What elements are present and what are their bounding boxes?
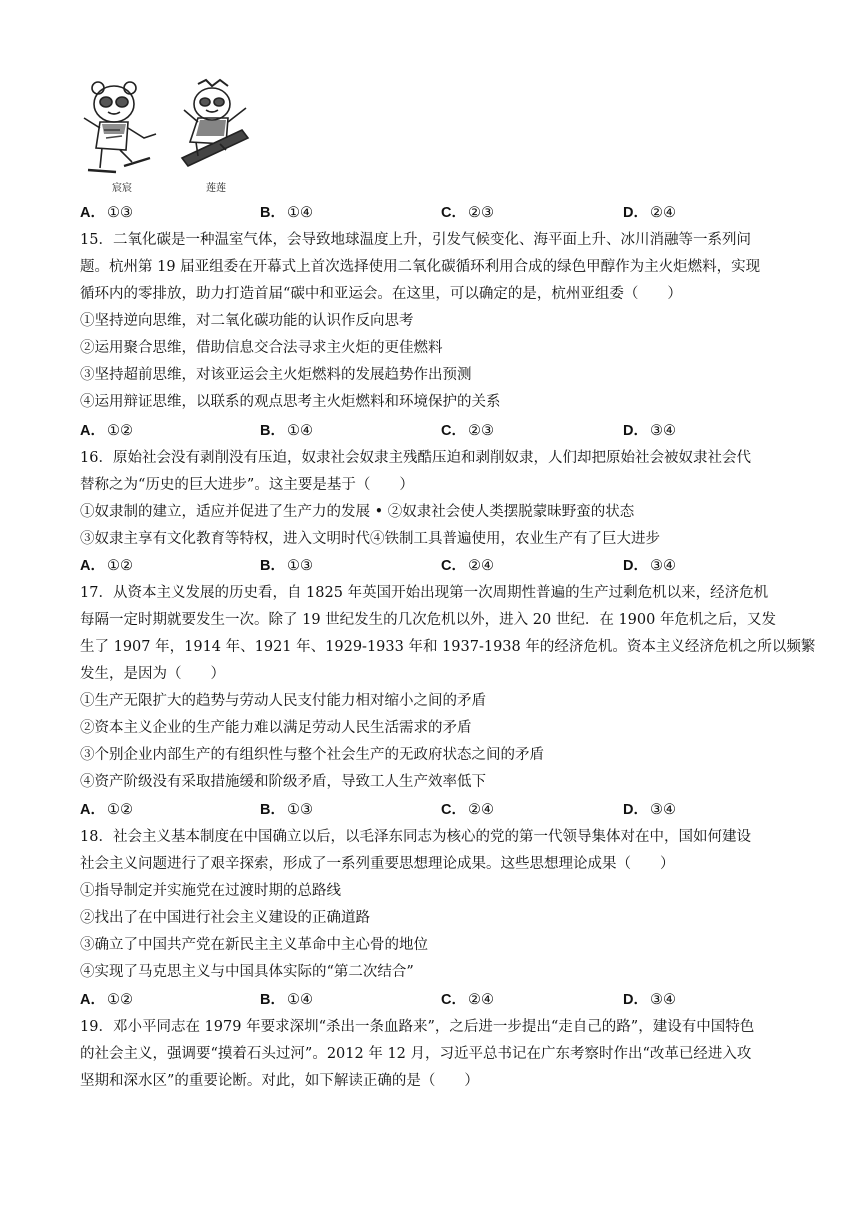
q14-options (80, 203, 780, 223)
statement-item: ③奴隶主享有文化教育等特权，进入文明时代④铁制工具普遍使用，农业生产有了巨大进步 (80, 531, 660, 547)
option-d (623, 990, 676, 1010)
option-c (441, 421, 494, 441)
option-d (623, 421, 676, 441)
statement-item: ①奴隶制的建立，适应并促进了生产力的发展 • ②奴隶社会使人类摆脱蒙昧野蛮的状态 (80, 504, 635, 520)
question-stem: 18．社会主义基本制度在中国确立以后，以毛泽东同志为核心的党的第一代领导集体对在中，国如何建设 (80, 829, 751, 845)
question-stem: 社会主义问题进行了艰辛探索，形成了一系列重要思想理论成果。这些思想理论成果（ ） (80, 856, 675, 872)
mascot-snowboarder-icon (176, 78, 260, 194)
statement-item: ①坚持逆向思维，对二氧化碳功能的认识作反向思考 (80, 313, 414, 329)
question-stem: 发生，是因为（ ） (80, 666, 225, 682)
option-value: ②④ (649, 205, 676, 221)
mascot-skier-icon (80, 78, 164, 194)
option-key: A． (80, 558, 105, 574)
option-value: ②③ (467, 423, 494, 439)
option-key: B． (260, 205, 285, 221)
option-key: D． (623, 558, 648, 574)
option-key: C． (441, 558, 466, 574)
q16-options (80, 556, 780, 576)
question-stem: 替称之为“历史的巨大进步”。这主要是基于（ ） (80, 477, 414, 493)
option-c (441, 800, 494, 820)
option-value: ①② (106, 802, 133, 818)
option-value: ①④ (286, 992, 313, 1008)
option-value: ①③ (286, 802, 313, 818)
option-value: ③④ (649, 558, 676, 574)
statement-item: ②资本主义企业的生产能力难以满足劳动人民生活需求的矛盾 (80, 720, 472, 736)
option-b (260, 556, 313, 576)
q18-options (80, 990, 780, 1010)
question-stem: 循环内的零排放，助力打造首届“碳中和亚运会。在这里，可以确定的是，杭州亚组委（ ） (80, 286, 682, 302)
option-value: ②④ (467, 802, 494, 818)
option-d (623, 203, 676, 223)
option-key: D． (623, 423, 648, 439)
mascot-illustrations (80, 78, 260, 194)
option-key: A． (80, 992, 105, 1008)
option-a (80, 800, 133, 820)
option-key: A． (80, 802, 105, 818)
question-stem: 15．二氧化碳是一种温室气体，会导致地球温度上升，引发气候变化、海平面上升、冰川消融等一系列问 (80, 232, 751, 248)
option-key: C． (441, 205, 466, 221)
statement-item: ③个别企业内部生产的有组织性与整个社会生产的无政府状态之间的矛盾 (80, 747, 544, 763)
statement-item: ①指导制定并实施党在过渡时期的总路线 (80, 883, 341, 899)
option-key: C． (441, 992, 466, 1008)
option-key: D． (623, 802, 648, 818)
option-key: B． (260, 558, 285, 574)
question-stem: 19．邓小平同志在 1979 年要求深圳“杀出一条血路来”，之后进一步提出“走自己的路”，建设有中国特色 (80, 1019, 755, 1035)
option-c (441, 556, 494, 576)
statement-item: ④实现了马克思主义与中国具体实际的“第二次结合” (80, 964, 414, 980)
option-a (80, 421, 133, 441)
option-key: D． (623, 992, 648, 1008)
option-c (441, 990, 494, 1010)
option-value: ①③ (106, 205, 133, 221)
option-key: B． (260, 423, 285, 439)
option-value: ①④ (286, 205, 313, 221)
option-value: ②④ (467, 992, 494, 1008)
option-a (80, 556, 133, 576)
statement-item: ③坚持超前思维，对该亚运会主火炬燃料的发展趋势作出预测 (80, 367, 472, 383)
question-stem: 题。杭州第 19 届亚组委在开幕式上首次选择使用二氧化碳循环利用合成的绿色甲醇作为主火炬燃料，实现 (80, 259, 761, 275)
option-b (260, 203, 313, 223)
question-stem: 16．原始社会没有剥削没有压迫，奴隶社会奴隶主残酷压迫和剥削奴隶，人们却把原始社会被奴隶社会代 (80, 450, 751, 466)
option-key: D． (623, 205, 648, 221)
option-key: C． (441, 423, 466, 439)
option-key: A． (80, 423, 105, 439)
statement-item: ③确立了中国共产党在新民主主义革命中主心骨的地位 (80, 937, 428, 953)
option-value: ①④ (286, 423, 313, 439)
statement-item: ②运用聚合思维，借助信息交合法寻求主火炬的更佳燃料 (80, 340, 443, 356)
question-stem: 坚期和深水区”的重要论断。对此，如下解读正确的是（ ） (80, 1073, 479, 1089)
option-value: ①② (106, 558, 133, 574)
q17-options (80, 800, 780, 820)
option-a (80, 990, 133, 1010)
option-key: A． (80, 205, 105, 221)
question-stem: 生了 1907 年，1914 年、1921 年、1929-1933 年和 1937-1938 年的经济危机。资本主义经济危机之所以频繁 (80, 639, 816, 655)
option-c (441, 203, 494, 223)
option-b (260, 990, 313, 1010)
statement-item: ②找出了在中国进行社会主义建设的正确道路 (80, 910, 370, 926)
statement-item: ④运用辩证思维，以联系的观点思考主火炬燃料和环境保护的关系 (80, 394, 501, 410)
question-stem: 的社会主义，强调要“摸着石头过河”。2012 年 12 月，习近平总书记在广东考察时作出“改革已经进入攻 (80, 1046, 752, 1062)
mascot-name-caption: 宸宸 (112, 183, 132, 194)
option-b (260, 800, 313, 820)
option-d (623, 556, 676, 576)
statement-item: ①生产无限扩大的趋势与劳动人民支付能力相对缩小之间的矛盾 (80, 693, 486, 709)
statement-item: ④资产阶级没有采取措施缓和阶级矛盾，导致工人生产效率低下 (80, 774, 486, 790)
option-key: C． (441, 802, 466, 818)
option-value: ③④ (649, 992, 676, 1008)
question-stem: 每隔一定时期就要发生一次。除了 19 世纪发生的几次危机以外，进入 20 世纪．在 1900 年危机之后，又发 (80, 612, 776, 628)
option-b (260, 421, 313, 441)
option-a (80, 203, 133, 223)
option-value: ②③ (467, 205, 494, 221)
option-key: B． (260, 992, 285, 1008)
q15-options (80, 421, 780, 441)
option-value: ③④ (649, 802, 676, 818)
option-value: ①② (106, 423, 133, 439)
option-value: ③④ (649, 423, 676, 439)
option-d (623, 800, 676, 820)
option-value: ①③ (286, 558, 313, 574)
option-value: ①② (106, 992, 133, 1008)
option-value: ②④ (467, 558, 494, 574)
option-key: B． (260, 802, 285, 818)
mascot-name-caption: 莲莲 (206, 183, 226, 194)
question-stem: 17．从资本主义发展的历史看，自 1825 年英国开始出现第一次周期性普遍的生产过剩危机以来，经济危机 (80, 585, 769, 601)
